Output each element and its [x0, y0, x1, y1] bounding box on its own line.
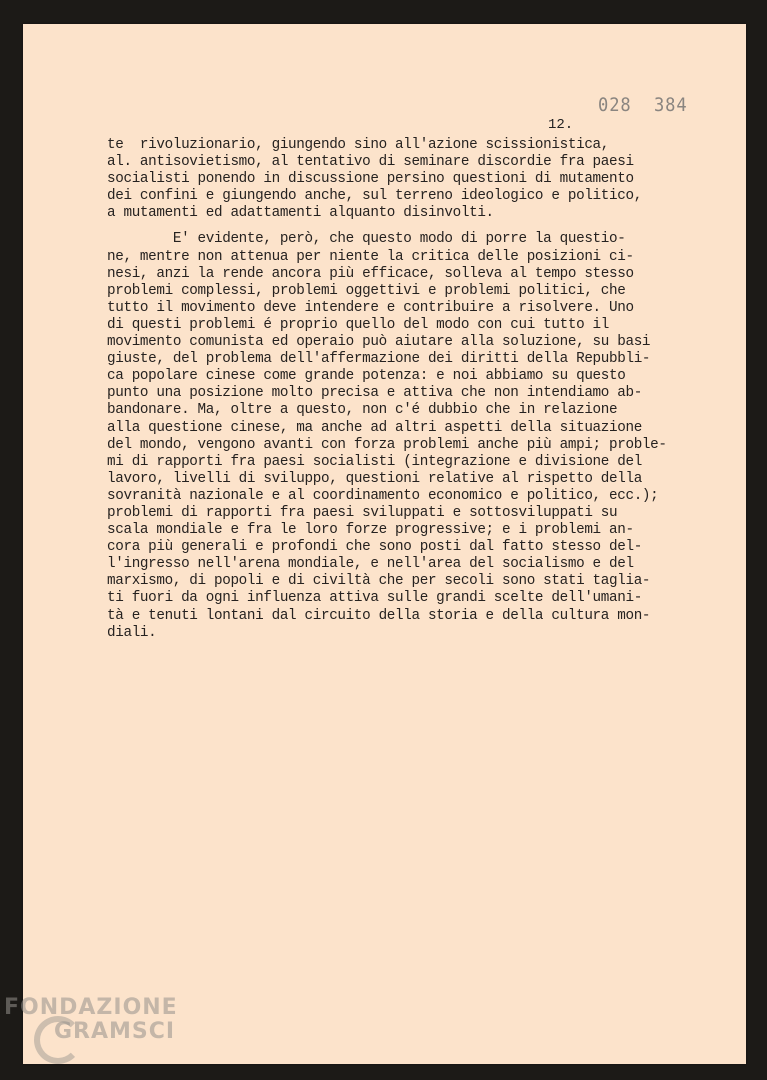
text-line: problemi di rapporti fra paesi sviluppati e sottosviluppati su: [107, 504, 618, 521]
page-number: 12.: [548, 117, 574, 133]
text-line: giuste, del problema dell'affermazione dei diritti della Repubbli-: [107, 351, 651, 368]
text-line: ca popolare cinese come grande potenza: e noi abbiamo su questo: [107, 368, 626, 385]
text-line: del mondo, vengono avanti con forza problemi anche più ampi; proble-: [107, 436, 667, 453]
text-line: socialisti ponendo in discussione persino questioni di mutamento: [107, 171, 634, 188]
text-line: scala mondiale e fra le loro forze progressive; e i problemi an-: [107, 522, 634, 539]
archive-stamp-number: 028 384: [598, 94, 688, 116]
text-line: problemi complessi, problemi oggettivi e problemi politici, che: [107, 282, 626, 299]
text-line: E' evidente, però, che questo modo di porre la questio-: [107, 231, 626, 248]
text-line: al. antisovietismo, al tentativo di seminare discordie fra paesi: [107, 154, 634, 171]
text-line: sovranità nazionale e al coordinamento economico e politico, ecc.);: [107, 487, 659, 504]
text-line: marxismo, di popoli e di civiltà che per secoli sono stati taglia-: [107, 573, 651, 590]
paragraph-gap: [107, 222, 707, 231]
paragraph-2: [107, 231, 707, 641]
text-line: nesi, anzi la rende ancora più efficace, solleva al tempo stesso: [107, 265, 634, 282]
text-line: movimento comunista ed operaio può aiutare alla soluzione, su basi: [107, 334, 651, 351]
text-line: ne, mentre non attenua per niente la critica delle posizioni ci-: [107, 248, 634, 265]
text-line: a mutamenti ed adattamenti alquanto disinvolti.: [107, 205, 494, 222]
text-line: ti fuori da ogni influenza attiva sulle grandi scelte dell'umani-: [107, 590, 642, 607]
text-line: diali.: [107, 624, 157, 641]
text-line: mi di rapporti fra paesi socialisti (integrazione e divisione del: [107, 453, 642, 470]
fondazione-gramsci-watermark: [4, 996, 178, 1044]
text-line: l'ingresso nell'arena mondiale, e nell'area del socialismo e del: [107, 556, 634, 573]
text-line: bandonare. Ma, oltre a questo, non c'é dubbio che in relazione: [107, 402, 618, 419]
text-line: di questi problemi é proprio quello del modo con cui tutto il: [107, 316, 610, 333]
text-line: punto una posizione molto precisa e attiva che non intendiamo ab-: [107, 385, 642, 402]
text-line: dei confini e giungendo anche, sul terreno ideologico e politico,: [107, 188, 642, 205]
text-line: tà e tenuti lontani dal circuito della storia e della cultura mon-: [107, 607, 651, 624]
g-logo-icon: [34, 1016, 82, 1064]
text-line: tutto il movimento deve intendere e contribuire a risolvere. Uno: [107, 299, 634, 316]
watermark-line-1: FONDAZIONE: [4, 995, 178, 1020]
document-body: [107, 137, 707, 642]
paragraph-1: [107, 137, 707, 222]
text-line: te rivoluzionario, giungendo sino all'azione scissionistica,: [107, 137, 610, 153]
text-line: lavoro, livelli di sviluppo, questioni relative al rispetto della: [107, 470, 642, 487]
text-line: alla questione cinese, ma anche ad altri aspetti della situazione: [107, 419, 642, 436]
watermark-line-2: GRAMSCI: [54, 1019, 176, 1044]
text-line: cora più generali e profondi che sono posti dal fatto stesso del-: [107, 539, 642, 556]
